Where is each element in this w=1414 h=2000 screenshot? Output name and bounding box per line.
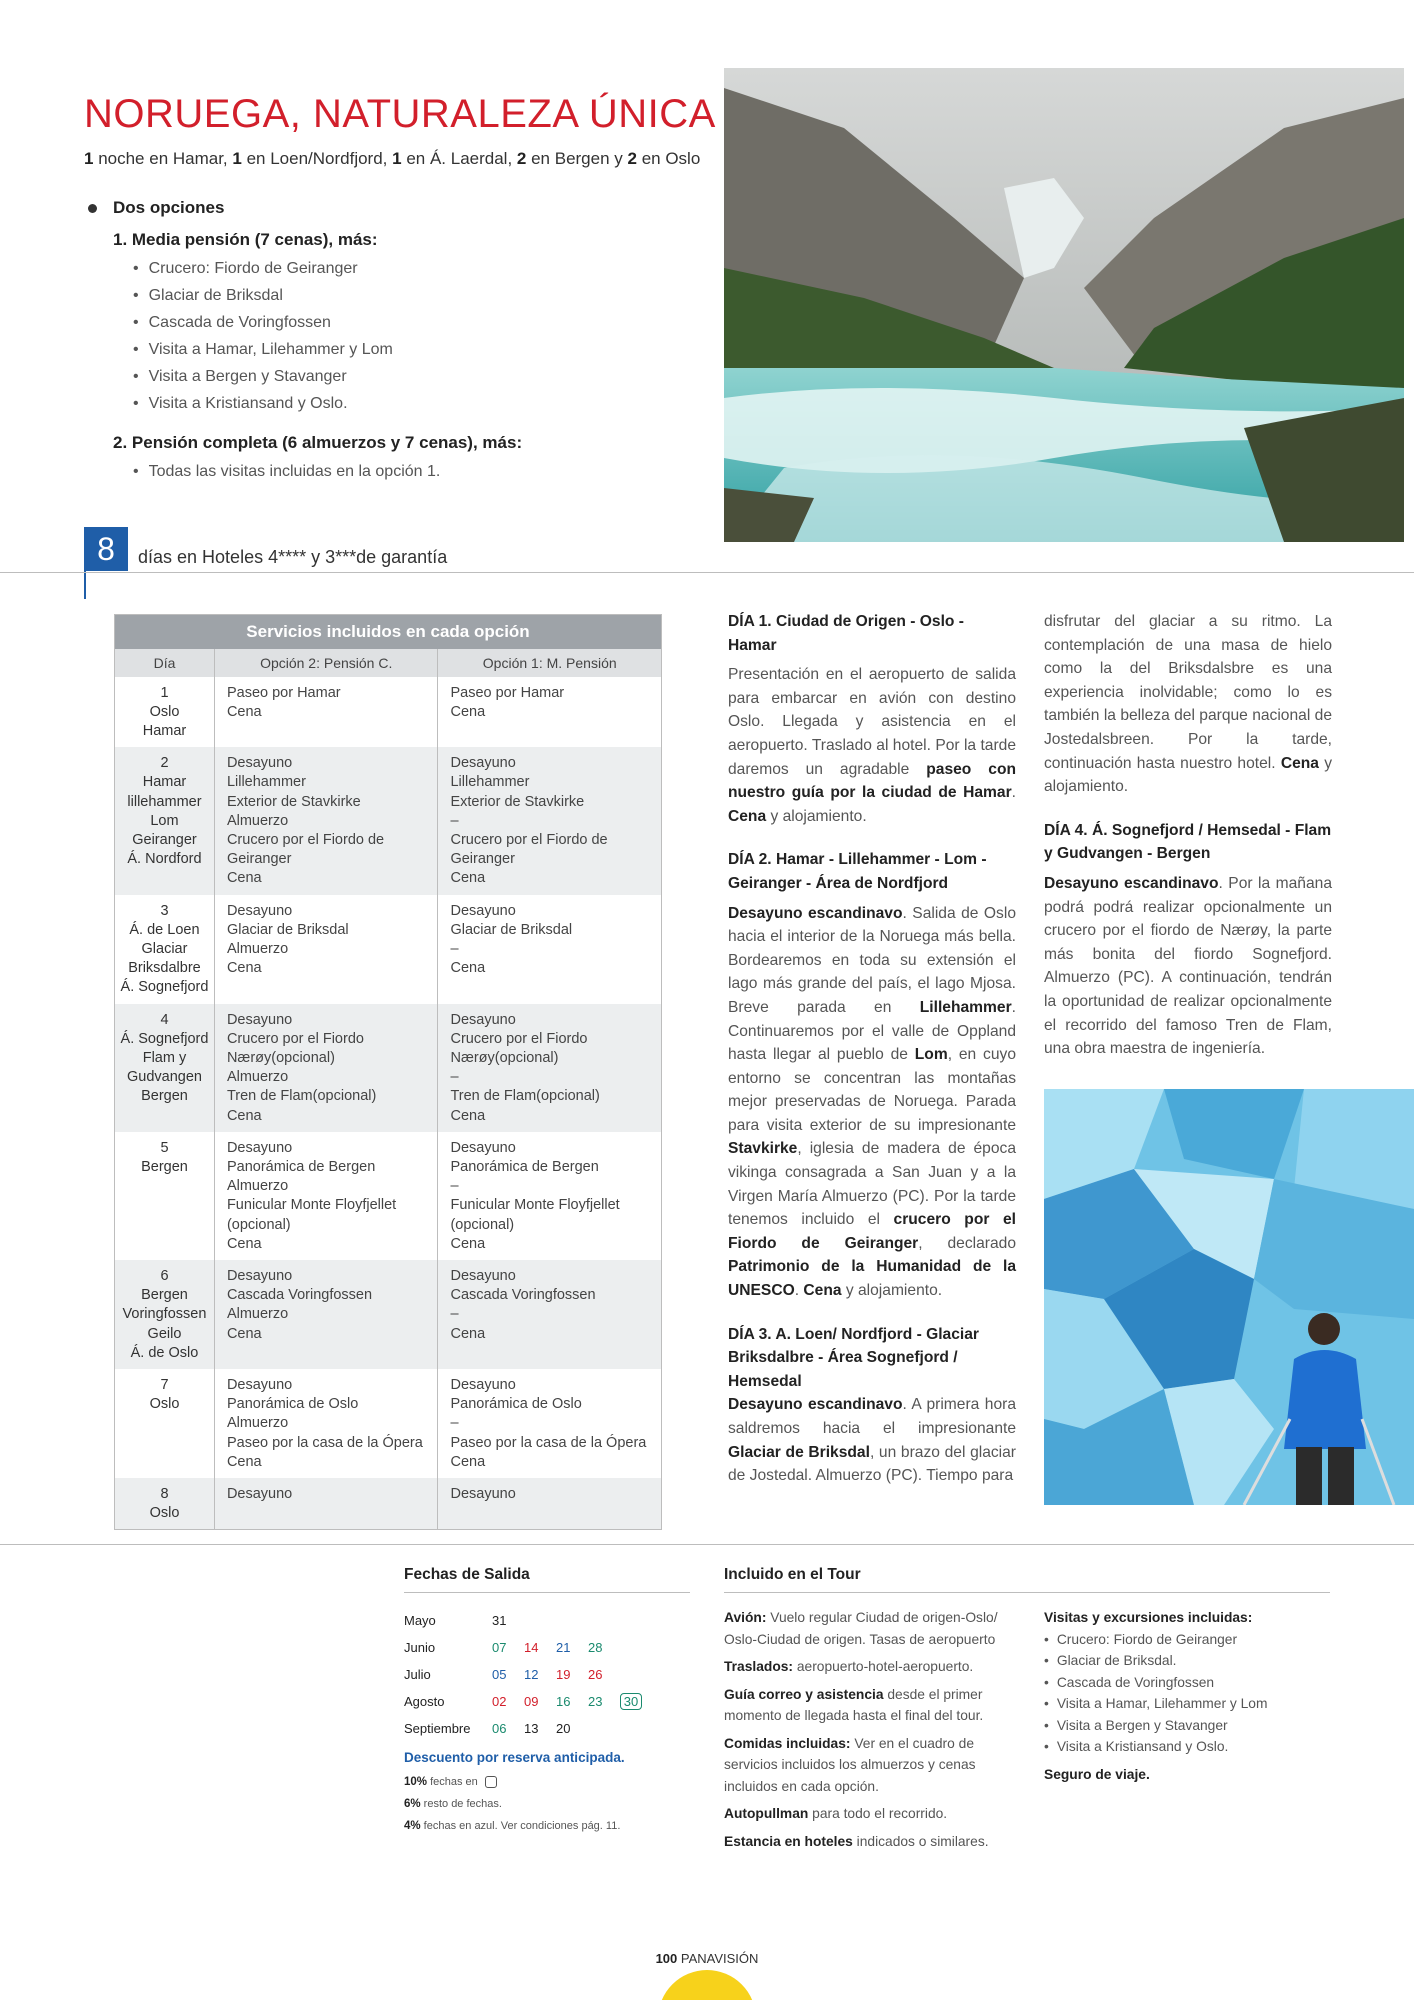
services-table bbox=[114, 614, 662, 1530]
departure-month-row bbox=[404, 1661, 690, 1688]
list-item: • Visita a Hamar, Lilehammer y Lom bbox=[1044, 1693, 1324, 1715]
cell-line: (opcional) bbox=[226, 1216, 291, 1233]
itinerary-column-1 bbox=[728, 610, 1016, 1508]
table-cell-day bbox=[115, 895, 215, 1004]
text-run: , declarado bbox=[918, 1234, 1016, 1252]
discount-line bbox=[404, 1793, 690, 1815]
table-cell-pc bbox=[214, 1004, 438, 1132]
cell-line: Oslo bbox=[149, 703, 180, 720]
text-run: . bbox=[794, 1282, 804, 1300]
cell-line: Cena bbox=[450, 1325, 486, 1342]
cell-line: Lillehammer bbox=[226, 774, 306, 791]
included-detail: para todo el recorrido. bbox=[808, 1806, 948, 1821]
option-1-title: 1. Media pensión (7 cenas), más: bbox=[113, 230, 378, 249]
nights-location: noche en Hamar, bbox=[93, 149, 233, 168]
nights-count: 2 bbox=[516, 149, 527, 168]
option-1 bbox=[113, 230, 704, 417]
table-cell-mp bbox=[438, 1369, 662, 1478]
table-cell-mp bbox=[438, 747, 662, 894]
departure-day: 09 bbox=[524, 1694, 539, 1709]
discount-list bbox=[404, 1771, 690, 1837]
cell-line: Geiranger bbox=[450, 851, 515, 868]
bullet-icon bbox=[88, 204, 97, 213]
discount-line bbox=[404, 1815, 690, 1837]
table-row bbox=[115, 1478, 662, 1530]
cell-line: – bbox=[450, 940, 459, 957]
table-row bbox=[115, 895, 662, 1004]
cell-line: Briksdalbre bbox=[128, 960, 201, 977]
column-header-day: Día bbox=[115, 649, 215, 677]
text-run: disfrutar del glaciar a su ritmo. La contemplación de una masa de hielo como la del Briksdalsbre es una experiencia inolvidable; como lo es también la belleza del parque nacional de Jostedalsbreen. Por la tarde, continuación hasta nuestro hotel. bbox=[1044, 613, 1332, 772]
day-1-text bbox=[728, 663, 1016, 828]
discount-percent: 4% bbox=[404, 1820, 421, 1832]
text-run: . Continuaremos por el valle de Oppland hasta llegar al pueblo de bbox=[728, 998, 1016, 1064]
included-label: Autopullman bbox=[724, 1806, 809, 1821]
option-2-items bbox=[133, 458, 704, 485]
included-detail: Vuelo regular Ciudad de origen-Oslo/ Oslo-Ciudad de origen. Tasas de aeropuerto bbox=[724, 1610, 998, 1647]
cell-line: Bergen bbox=[141, 1088, 188, 1105]
cell-line: Cena bbox=[450, 870, 486, 887]
cell-line: 6 bbox=[160, 1267, 169, 1284]
cell-line: Á. Sognefjord bbox=[120, 1030, 209, 1047]
table-cell-mp bbox=[438, 895, 662, 1004]
included-visits bbox=[1024, 1607, 1324, 1858]
table-cell-mp bbox=[438, 1004, 662, 1132]
cell-line: Glaciar bbox=[141, 940, 188, 957]
departure-month-row bbox=[404, 1607, 690, 1634]
cell-line: Exterior de Stavkirke bbox=[226, 793, 361, 810]
list-item: • Visita a Bergen y Stavanger bbox=[133, 363, 704, 390]
highlight: Lillehammer bbox=[919, 998, 1012, 1016]
table-cell-pc bbox=[214, 1478, 438, 1530]
option-2-title: 2. Pensión completa (6 almuerzos y 7 cenas), más: bbox=[113, 433, 523, 452]
included-visits-title: Visitas y excursiones incluidas: bbox=[1044, 1610, 1253, 1625]
included-detail: Ver en el cuadro de servicios incluidos los almuerzos y cenas incluidos en cada opción. bbox=[724, 1735, 976, 1794]
list-item: • Glaciar de Briksdal bbox=[133, 282, 704, 309]
cell-line: Desayuno bbox=[226, 1486, 293, 1503]
page-title: NORUEGA, NATURALEZA ÚNICA bbox=[84, 92, 716, 136]
cell-line: Crucero por el Fiordo bbox=[226, 1030, 364, 1047]
discount-percent: 10% bbox=[404, 1776, 428, 1788]
included-item bbox=[724, 1607, 1004, 1650]
cell-line: Desayuno bbox=[450, 1377, 516, 1393]
option-2 bbox=[113, 433, 704, 485]
month-name: Julio bbox=[404, 1667, 431, 1682]
table-cell-pc bbox=[214, 677, 438, 748]
cell-line: – bbox=[450, 812, 459, 829]
included-label: Comidas incluidas: bbox=[724, 1735, 851, 1751]
cell-line: Cena bbox=[226, 1107, 262, 1124]
highlight: Desayuno escandinavo bbox=[1044, 874, 1219, 892]
day-1-title: DÍA 1. Ciudad de Origen - Oslo - Hamar bbox=[728, 613, 964, 654]
table-cell-pc bbox=[214, 1260, 438, 1369]
list-item: • Crucero: Fiordo de Geiranger bbox=[1044, 1629, 1324, 1651]
cell-line: Cena bbox=[226, 960, 262, 977]
page-footer bbox=[0, 1951, 1414, 1966]
table-cell-mp bbox=[438, 677, 662, 748]
table-cell-pc bbox=[214, 1369, 438, 1478]
cell-line: Tren de Flam(opcional) bbox=[450, 1088, 600, 1105]
text-run: y alojamiento. bbox=[841, 1282, 943, 1300]
cell-line: Nærøy(opcional) bbox=[450, 1049, 559, 1066]
cell-line: Crucero por el Fiordo de bbox=[450, 831, 608, 848]
included-detail: aeropuerto-hotel-aeropuerto. bbox=[793, 1659, 974, 1674]
cell-line: Desayuno bbox=[450, 902, 516, 919]
cell-line: Cena bbox=[226, 870, 262, 887]
divider bbox=[0, 1544, 1414, 1545]
discount-percent: 6% bbox=[404, 1798, 421, 1810]
highlight: Cena bbox=[728, 807, 767, 825]
cell-line: Hamar bbox=[142, 722, 187, 739]
table-row bbox=[115, 1004, 662, 1132]
table-cell-day bbox=[115, 1132, 215, 1260]
nights-count: 1 bbox=[84, 149, 94, 168]
day-2-title: DÍA 2. Hamar - Lillehammer - Lom - Geiranger - Área de Nordfjord bbox=[728, 851, 987, 892]
discount-title: Descuento por reserva anticipada. bbox=[404, 1750, 625, 1765]
highlight: Glaciar de Briksdal bbox=[728, 1443, 870, 1461]
cell-line: 8 bbox=[160, 1486, 169, 1503]
day-4-text bbox=[1044, 872, 1332, 1061]
cell-line: Paseo por la casa de la Ópera bbox=[226, 1434, 423, 1451]
text-run: , en cuyo entorno se concentran las montañas mejor preservadas de Noruega. Parada para visita exterior de su impresionante bbox=[728, 1046, 1016, 1134]
cell-line: Panorámica de Oslo bbox=[450, 1396, 582, 1413]
cell-line: Á. de Oslo bbox=[130, 1344, 199, 1361]
text-run: . A primera hora saldremos hacia el impresionante bbox=[728, 1396, 1016, 1437]
highlight: Lom bbox=[914, 1046, 948, 1064]
cell-line: – bbox=[450, 1415, 459, 1432]
discount-text: resto de fechas. bbox=[420, 1798, 502, 1810]
cell-line: Desayuno bbox=[226, 902, 293, 919]
month-name: Junio bbox=[404, 1640, 436, 1655]
included-visits-list bbox=[1044, 1629, 1324, 1758]
cell-line: Cena bbox=[450, 1453, 486, 1470]
cell-line: Á. Nordford bbox=[127, 851, 202, 868]
table-cell-day bbox=[115, 747, 215, 894]
page-number: 100 bbox=[655, 1951, 678, 1966]
included-label: Guía correo y asistencia bbox=[724, 1686, 884, 1702]
departure-dates bbox=[404, 1566, 690, 1837]
cell-line: Almuerzo bbox=[226, 940, 289, 957]
nights-count: 1 bbox=[392, 149, 402, 168]
included-label: Traslados: bbox=[724, 1659, 794, 1674]
departure-dates-grid bbox=[404, 1607, 690, 1742]
cell-line: Funicular Monte Floyfjellet bbox=[450, 1197, 620, 1214]
day-3-text bbox=[728, 1393, 1016, 1487]
cell-line: Gudvangen bbox=[126, 1069, 202, 1086]
month-name: Septiembre bbox=[404, 1721, 471, 1736]
cell-line: Cena bbox=[226, 1235, 262, 1252]
discount-text: fechas en bbox=[427, 1776, 481, 1788]
text-run: , iglesia de madera de época vikinga consagrada a San Juan y a la Virgen María Almuerzo (PC). Por la tarde tenemos incluido el bbox=[728, 1140, 1016, 1229]
text-run: , un brazo del glaciar de Jostedal. Almuerzo (PC). Tiempo para bbox=[728, 1443, 1016, 1485]
text-run: . Salida de Oslo hacia el interior de la Noruega más bella. Bordearemos en toda su extensión el lago más grande del país, el lago Mjosa. Breve parada en bbox=[728, 904, 1016, 1016]
cell-line: Cena bbox=[450, 960, 486, 977]
cell-line: Glaciar de Briksdal bbox=[450, 921, 573, 938]
text-run: . Por la mañana podrá podrá realizar opcionalmente un crucero por el fiordo de Nærøy, la parte más bonita del fiordo Sognefjord. Almuerzo (PC). A continuación, tendrán la oportunidad de realizar opcionalmente el recorrido del famoso Tren de Flam, una obra maestra de ingeniería. bbox=[1044, 874, 1332, 1058]
included-in-tour bbox=[724, 1566, 1330, 1858]
days-count-badge: 8 bbox=[84, 527, 128, 571]
list-item: • Crucero: Fiordo de Geiranger bbox=[133, 255, 704, 282]
table-row bbox=[115, 1369, 662, 1478]
list-item: • Glaciar de Briksdal. bbox=[1044, 1650, 1324, 1672]
included-item bbox=[724, 1831, 1004, 1853]
text-run: y alojamiento. bbox=[1044, 754, 1332, 796]
cell-line: Oslo bbox=[149, 1396, 180, 1413]
table-row bbox=[115, 1260, 662, 1369]
boxed-date-icon bbox=[485, 1776, 497, 1788]
cell-line: Almuerzo bbox=[226, 1415, 289, 1432]
nights-count: 2 bbox=[627, 149, 637, 168]
decorative-circle bbox=[658, 1970, 756, 2000]
cell-line: lillehammer bbox=[127, 793, 202, 810]
cell-line: Nærøy(opcional) bbox=[226, 1049, 335, 1066]
cell-line: Geiranger bbox=[226, 851, 292, 868]
included-item bbox=[724, 1733, 1004, 1798]
included-label: Avión: bbox=[724, 1610, 767, 1625]
cell-line: Geiranger bbox=[132, 831, 197, 848]
discount-line bbox=[404, 1771, 690, 1793]
included-item bbox=[724, 1684, 1004, 1727]
table-cell-mp bbox=[438, 1478, 662, 1530]
text-run: Presentación en el aeropuerto de salida para embarcar en avión con destino Oslo. Llegada y asistencia en el aeropuerto. Traslado al hotel. Por la tarde daremos un agradable bbox=[728, 666, 1016, 778]
cell-line: Desayuno bbox=[226, 1377, 293, 1393]
days-hotels-text: días en Hoteles 4**** y 3***de garantía bbox=[138, 547, 448, 567]
highlight: Cena bbox=[1280, 754, 1319, 772]
cell-line: – bbox=[450, 1306, 459, 1323]
text-run: y alojamiento. bbox=[766, 807, 867, 825]
cell-line: Desayuno bbox=[226, 755, 293, 772]
cell-line: 2 bbox=[160, 755, 169, 772]
table-cell-day bbox=[115, 677, 215, 748]
included-services bbox=[724, 1607, 1024, 1858]
table-caption: Servicios incluidos en cada opción bbox=[115, 615, 662, 649]
departure-day: 05 bbox=[492, 1667, 507, 1682]
table-cell-mp bbox=[438, 1132, 662, 1260]
departure-day: 31 bbox=[492, 1613, 507, 1628]
day-4-title: DÍA 4. Á. Sognefjord / Hemsedal - Flam y Gudvangen - Bergen bbox=[1044, 821, 1332, 863]
highlight: Cena bbox=[803, 1282, 842, 1300]
day-2-text bbox=[728, 902, 1016, 1303]
cell-line: Á. de Loen bbox=[129, 921, 200, 938]
nights-location: en Bergen y bbox=[526, 149, 628, 168]
cell-line: Cena bbox=[450, 1235, 486, 1252]
cell-line: Geilo bbox=[147, 1325, 182, 1342]
option-1-items bbox=[133, 255, 704, 417]
cell-line: Desayuno bbox=[450, 755, 516, 772]
cell-line: Glaciar de Briksdal bbox=[226, 921, 349, 938]
table-row bbox=[115, 747, 662, 894]
table-cell-pc bbox=[214, 747, 438, 894]
itinerary-column-2 bbox=[1044, 610, 1332, 1081]
cell-line: Bergen bbox=[141, 1287, 188, 1304]
day-3-title: DÍA 3. A. Loen/ Nordfjord - Glaciar Briksdalbre - Área Sognefjord / Hemsedal bbox=[728, 1325, 979, 1390]
departure-day: 02 bbox=[492, 1694, 507, 1709]
included-item bbox=[724, 1803, 1004, 1825]
highlight: Stavkirke bbox=[728, 1140, 798, 1158]
cell-line: Cascada Voringfossen bbox=[226, 1287, 373, 1304]
cell-line: Panorámica de Oslo bbox=[226, 1396, 359, 1413]
cell-line: Desayuno bbox=[226, 1011, 293, 1028]
trip-nights-summary bbox=[84, 149, 700, 169]
table-cell-day bbox=[115, 1260, 215, 1369]
column-header-option-1: Opción 1: M. Pensión bbox=[438, 649, 662, 677]
included-title: Incluido en el Tour bbox=[724, 1566, 1330, 1593]
highlight: Patrimonio de la Humanidad de la UNESCO bbox=[728, 1258, 1016, 1300]
departure-month-row bbox=[404, 1634, 690, 1661]
table-cell-mp bbox=[438, 1260, 662, 1369]
departure-day: 30 bbox=[620, 1693, 642, 1710]
cell-line: Panorámica de Bergen bbox=[450, 1158, 599, 1175]
cell-line: Almuerzo bbox=[226, 1069, 289, 1086]
cell-line: 3 bbox=[160, 902, 169, 919]
cell-line: Flam y bbox=[142, 1049, 187, 1066]
cell-line: (opcional) bbox=[450, 1216, 515, 1233]
table-cell-day bbox=[115, 1478, 215, 1530]
day-3-text-continued bbox=[1044, 610, 1332, 799]
cell-line: Paseo por la casa de la Ópera bbox=[450, 1434, 647, 1451]
departure-day: 20 bbox=[556, 1721, 571, 1736]
cell-line: Lillehammer bbox=[450, 774, 530, 791]
cell-line: Almuerzo bbox=[226, 1178, 289, 1195]
departure-day: 26 bbox=[588, 1667, 603, 1682]
departure-day: 21 bbox=[556, 1640, 571, 1655]
cell-line: – bbox=[450, 1178, 459, 1195]
cell-line: 7 bbox=[160, 1377, 169, 1393]
departure-day: 23 bbox=[588, 1694, 603, 1709]
cell-line: 4 bbox=[160, 1011, 169, 1028]
cell-line: Paseo por Hamar bbox=[450, 684, 565, 701]
cell-line: Cena bbox=[450, 1107, 486, 1124]
cell-line: Almuerzo bbox=[226, 812, 289, 829]
cell-line: Panorámica de Bergen bbox=[226, 1158, 376, 1175]
table-cell-pc bbox=[214, 895, 438, 1004]
included-detail: desde el primer momento de llegada hasta el final del tour. bbox=[724, 1686, 984, 1723]
nights-count: 1 bbox=[232, 149, 242, 168]
cell-line: Cena bbox=[226, 703, 262, 720]
cell-line: Cascada Voringfossen bbox=[450, 1287, 596, 1304]
cell-line: Exterior de Stavkirke bbox=[450, 793, 585, 810]
table-cell-pc bbox=[214, 1132, 438, 1260]
list-item: • Cascada de Voringfossen bbox=[133, 309, 704, 336]
list-item: • Todas las visitas incluidas en la opción 1. bbox=[133, 458, 704, 485]
cell-line: 5 bbox=[160, 1139, 169, 1156]
glacier-ice-photo bbox=[1044, 1089, 1414, 1505]
departure-day: 13 bbox=[524, 1721, 539, 1736]
cell-line: Paseo por Hamar bbox=[226, 684, 341, 701]
glacier-river-photo bbox=[724, 68, 1404, 542]
included-label: Estancia en hoteles bbox=[724, 1833, 853, 1849]
nights-location: en Loen/Nordfjord, bbox=[241, 149, 393, 168]
cell-line: Crucero por el Fiordo bbox=[450, 1030, 588, 1047]
departure-month-row bbox=[404, 1715, 690, 1742]
nights-location: en Oslo bbox=[636, 149, 701, 168]
departure-day: 28 bbox=[588, 1640, 603, 1655]
cell-line: Oslo bbox=[149, 1505, 180, 1522]
list-item: • Cascada de Voringfossen bbox=[1044, 1672, 1324, 1694]
cell-line: Desayuno bbox=[226, 1139, 293, 1156]
departure-dates-title: Fechas de Salida bbox=[404, 1566, 690, 1593]
list-item: • Visita a Hamar, Lilehammer y Lom bbox=[133, 336, 704, 363]
departure-day: 12 bbox=[524, 1667, 539, 1682]
table-row bbox=[115, 1132, 662, 1260]
cell-line: Funicular Monte Floyfjellet bbox=[226, 1197, 397, 1214]
cell-line: Almuerzo bbox=[226, 1306, 289, 1323]
departure-day: 16 bbox=[556, 1694, 571, 1709]
included-item bbox=[724, 1656, 1004, 1678]
cell-line: Cena bbox=[450, 703, 486, 720]
list-item: • Visita a Kristiansand y Oslo. bbox=[1044, 1736, 1324, 1758]
list-item: • Visita a Bergen y Stavanger bbox=[1044, 1715, 1324, 1737]
options-heading: Dos opciones bbox=[84, 198, 704, 218]
cell-line: Desayuno bbox=[450, 1267, 516, 1284]
highlight: Desayuno escandinavo bbox=[728, 904, 903, 922]
cell-line: Crucero por el Fiordo de bbox=[226, 831, 385, 848]
table-cell-day bbox=[115, 1369, 215, 1478]
table-cell-day bbox=[115, 1004, 215, 1132]
cell-line: Cena bbox=[226, 1325, 262, 1342]
discount-text: fechas en azul. Ver condiciones pág. 11. bbox=[420, 1820, 621, 1832]
column-header-option-2: Opción 2: Pensión C. bbox=[214, 649, 438, 677]
list-item: • Visita a Kristiansand y Oslo. bbox=[133, 390, 704, 417]
nights-location: en Á. Laerdal, bbox=[401, 149, 517, 168]
cell-line: – bbox=[450, 1069, 459, 1086]
cell-line: Hamar bbox=[142, 774, 187, 791]
highlight: paseo con nuestro guía por la ciudad de Hamar bbox=[728, 760, 1016, 802]
cell-line: Tren de Flam(opcional) bbox=[226, 1088, 377, 1105]
cell-line: Bergen bbox=[141, 1158, 188, 1175]
cell-line: Desayuno bbox=[226, 1267, 293, 1284]
options-list bbox=[84, 198, 704, 485]
divider-accent bbox=[84, 571, 86, 599]
departure-day: 07 bbox=[492, 1640, 507, 1655]
departure-day: 06 bbox=[492, 1721, 507, 1736]
included-detail: indicados o similares. bbox=[852, 1833, 989, 1849]
text-run: . bbox=[1011, 784, 1016, 802]
cell-line: Voringfossen bbox=[122, 1306, 207, 1323]
month-name: Mayo bbox=[404, 1613, 436, 1628]
table-row bbox=[115, 677, 662, 748]
cell-line: 1 bbox=[160, 684, 169, 701]
travel-insurance: Seguro de viaje. bbox=[1044, 1766, 1150, 1782]
cell-line: Desayuno bbox=[450, 1486, 516, 1503]
cell-line: Lom bbox=[150, 812, 179, 829]
highlight: Desayuno escandinavo bbox=[728, 1396, 903, 1414]
departure-day: 14 bbox=[524, 1640, 539, 1655]
departure-month-row bbox=[404, 1688, 690, 1715]
cell-line: Desayuno bbox=[450, 1139, 516, 1156]
brand-name: PANAVISIÓN bbox=[677, 1951, 759, 1966]
departure-day: 19 bbox=[556, 1667, 571, 1682]
month-name: Agosto bbox=[404, 1694, 445, 1709]
table-body bbox=[115, 677, 662, 1530]
cell-line: Á. Sognefjord bbox=[120, 979, 209, 996]
highlight: crucero por el Fiordo de Geiranger bbox=[728, 1211, 1016, 1252]
divider bbox=[0, 572, 1414, 573]
cell-line: Desayuno bbox=[450, 1011, 516, 1028]
cell-line: Cena bbox=[226, 1453, 262, 1470]
